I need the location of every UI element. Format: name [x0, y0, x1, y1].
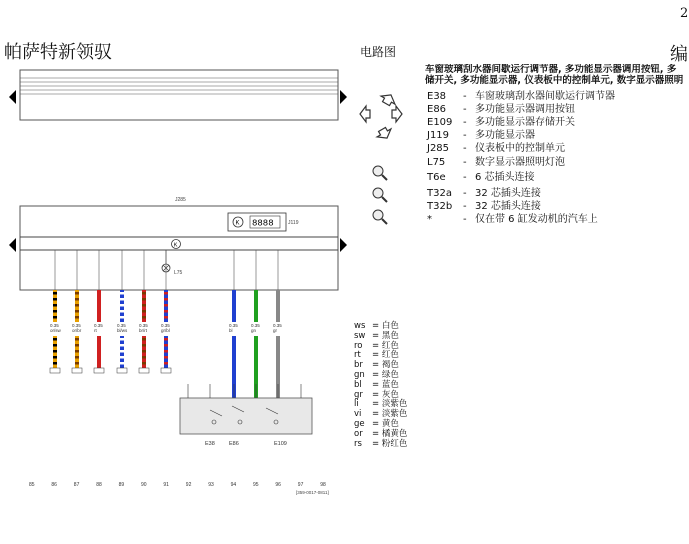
- legend-item: T6e - 6 芯插头连接: [427, 172, 535, 183]
- wire-gauge: 0.35: [229, 323, 238, 328]
- grid-number: 97: [297, 482, 304, 488]
- connector-box: [161, 368, 171, 373]
- legend-item: * - 仅在带 6 缸发动机的汽车上: [427, 214, 598, 225]
- legend-item: E86 - 多功能显示器调用按钮: [427, 104, 575, 115]
- legend-text: 仪表板中的控制单元: [475, 143, 565, 154]
- wire-gauge: 0.35: [251, 323, 260, 328]
- wire-gauge: 0.35: [117, 323, 126, 328]
- wire-gauge: 0.35: [161, 323, 170, 328]
- legend-text: 6 芯插头连接: [475, 172, 535, 183]
- legend-text: 多功能显示器存储开关: [475, 117, 575, 128]
- legend-text: 32 芯插头连接: [475, 201, 541, 212]
- wire-color-item: ws = 白色: [354, 321, 399, 331]
- display-label: J119: [288, 220, 299, 226]
- connector-box: [117, 368, 127, 373]
- diagram-footer-code: [359-0017-0811]: [296, 490, 329, 495]
- wire-segment: [254, 290, 258, 322]
- legend-code: E38: [427, 91, 447, 102]
- wire-gauge: 0.35: [94, 323, 103, 328]
- legend-item: E38 - 车窗玻璃刮水器间歇运行调节器: [427, 91, 615, 102]
- grid-number: 94: [230, 482, 237, 488]
- wire-code: gr/bl: [161, 328, 170, 333]
- legend-code: J119: [427, 130, 450, 141]
- wire-segment: [232, 290, 236, 322]
- module-J285: [20, 206, 338, 290]
- wire-segment: [97, 290, 101, 322]
- grid-number: 87: [73, 482, 80, 488]
- legend-code: L75: [427, 157, 446, 168]
- legend-code: T6e: [427, 172, 446, 183]
- wire-gauge: 0.35: [50, 323, 59, 328]
- legend-code: J285: [427, 143, 450, 154]
- wire-color-item: ro = 红色: [354, 340, 399, 351]
- legend-text: 数字显示器照明灯泡: [475, 157, 565, 168]
- legend-item: J285 - 仪表板中的控制单元: [427, 143, 565, 154]
- wire-segment: [97, 336, 101, 368]
- wire-color-item: gn = 绿色: [354, 369, 399, 380]
- wire-code: bl: [229, 328, 233, 333]
- wiring-diagram: [0, 60, 345, 500]
- module-label: J285: [175, 197, 186, 203]
- description-line-1: 车窗玻璃刮水器间歇运行调节器, 多功能显示器调用按钮, 多: [425, 64, 677, 75]
- header-right: 编: [670, 44, 688, 65]
- connector-box: [94, 368, 104, 373]
- wire-color-item: bl = 蓝色: [354, 379, 399, 390]
- grid-number: 90: [141, 482, 147, 488]
- page-title: 帕萨特新领驭: [4, 42, 112, 63]
- wire-gauge: 0.35: [139, 323, 148, 328]
- wire-code: bl/ws: [117, 328, 128, 333]
- legend-text: 仅在带 6 缸发动机的汽车上: [475, 214, 598, 225]
- wire-gauge: 0.35: [72, 323, 81, 328]
- legend-text: 车窗玻璃刮水器间歇运行调节器: [475, 91, 615, 102]
- wire-gauge: 0.35: [273, 323, 282, 328]
- legend-item: E109 - 多功能显示器存储开关: [427, 117, 575, 128]
- legend-text: 32 芯插头连接: [475, 188, 541, 199]
- wire-color-item: gr = 灰色: [354, 389, 399, 400]
- legend-text: 多功能显示器调用按钮: [475, 104, 575, 115]
- page-number: 2: [680, 6, 689, 21]
- grid-number: 95: [253, 482, 259, 488]
- lamp-label: L75: [174, 270, 183, 276]
- legend-code: *: [427, 214, 432, 225]
- wire-code: gr: [273, 328, 278, 333]
- svg-text:K: K: [235, 220, 240, 227]
- legend-code: T32b: [427, 201, 453, 212]
- grid-number: 85: [29, 482, 35, 488]
- grid-number: 93: [208, 482, 214, 488]
- legend-item: L75 - 数字显示器照明灯泡: [427, 157, 565, 168]
- wire-color-item: rs = 粉红色: [354, 438, 408, 449]
- legend-item: T32b - 32 芯插头连接: [427, 201, 541, 212]
- component-E38-label: E38: [205, 441, 215, 447]
- legend-item: T32a - 32 芯插头连接: [427, 188, 541, 199]
- wire-color-item: sw = 黑色: [354, 330, 399, 341]
- wire-code: or/sw: [50, 328, 61, 333]
- description-line-2: 储开关, 多功能显示器, 仪表板中的控制单元, 数字显示器照明: [425, 75, 684, 86]
- grid-number: 88: [96, 482, 102, 488]
- wire-color-item: br = 褐色: [354, 360, 399, 371]
- connector-box: [72, 368, 82, 373]
- wire-code: br/rt: [139, 328, 148, 333]
- display-digits: 8888: [252, 218, 274, 229]
- grid-number: 89: [118, 482, 125, 488]
- wire-color-key: [354, 322, 407, 449]
- switch-block: [180, 398, 312, 434]
- wire-segment: [276, 290, 280, 322]
- wire-color-item: vi = 淡紫色: [354, 409, 408, 420]
- legend-text: 多功能显示器: [475, 130, 535, 141]
- legend-code: E86: [427, 104, 447, 115]
- legend-code: T32a: [427, 188, 452, 199]
- svg-text:K: K: [173, 242, 178, 249]
- zoom-out-icon[interactable]: [371, 186, 389, 207]
- grid-number: 92: [185, 482, 192, 488]
- component-E109-label: E109: [274, 441, 287, 447]
- wire-color-item: rt = 红色: [354, 350, 399, 361]
- connector-box: [139, 368, 149, 373]
- upper-bus-block: [20, 70, 338, 120]
- component-E86-label: E86: [229, 441, 239, 447]
- grid-number: 86: [51, 482, 57, 488]
- wire-code: rt: [94, 328, 97, 333]
- connector-box: [50, 368, 60, 373]
- grid-number: 96: [275, 482, 281, 488]
- wire-color-item: li = 淡紫色: [354, 399, 408, 410]
- grid-number: 98: [320, 482, 326, 488]
- pan-control-icon[interactable]: [352, 86, 412, 146]
- grid-number: 91: [163, 482, 169, 488]
- wire-code: gn: [251, 328, 257, 333]
- diagram-description: [425, 64, 689, 86]
- zoom-in-icon[interactable]: [371, 164, 389, 185]
- wire-color-item: or = 橘黄色: [354, 428, 408, 439]
- legend-code: E109: [427, 117, 453, 128]
- zoom-reset-icon[interactable]: [371, 208, 389, 229]
- wire-code: or/br: [72, 328, 82, 333]
- wire-color-item: ge = 黄色: [354, 418, 399, 429]
- legend-item: J119 - 多功能显示器: [427, 130, 535, 141]
- section-title: 电路图: [360, 45, 397, 59]
